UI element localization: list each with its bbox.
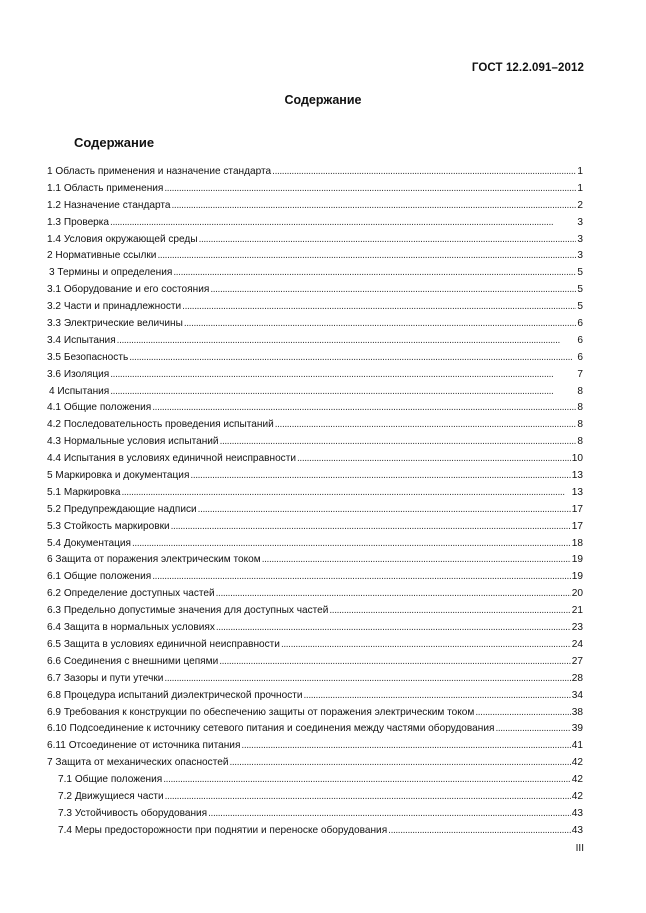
toc-entry-page: 39 — [571, 723, 583, 735]
toc-leader — [272, 164, 576, 181]
toc-entry-page: 19 — [571, 554, 583, 566]
toc-leader — [190, 468, 570, 485]
toc-entry-page: 6 — [577, 351, 583, 363]
toc-entry-page: 13 — [571, 470, 583, 482]
toc-entry-page: 42 — [571, 790, 583, 802]
toc-entry-page: 2 — [577, 199, 583, 211]
toc-leader — [129, 350, 576, 367]
toc-entry[interactable] — [47, 434, 583, 451]
toc-entry-page: 38 — [571, 706, 583, 718]
toc-leader — [262, 552, 571, 569]
toc-leader — [475, 705, 570, 722]
toc-entry-label: 6.5 Защита в условиях единичной неисправности — [47, 638, 280, 650]
toc-entry-page: 10 — [571, 453, 583, 465]
toc-leader — [329, 603, 570, 620]
toc-entry-page: 27 — [571, 655, 583, 667]
toc-entry[interactable] — [47, 738, 583, 755]
toc-leader — [208, 806, 571, 823]
toc-leader — [121, 485, 570, 502]
toc-entry-label: 3 Термины и определения — [49, 267, 173, 279]
toc-entry[interactable] — [47, 654, 583, 671]
toc-entry-page: 3 — [577, 233, 583, 245]
table-of-contents — [47, 164, 583, 840]
toc-leader — [241, 738, 570, 755]
toc-leader — [220, 434, 577, 451]
toc-entry[interactable] — [47, 789, 583, 806]
toc-entry-label: 6.2 Определение доступных частей — [47, 588, 215, 600]
toc-entry-label: 6.3 Предельно допустимые значения для доступных частей — [47, 605, 329, 617]
toc-leader — [184, 316, 577, 333]
toc-leader — [173, 265, 576, 282]
toc-entry[interactable] — [47, 721, 583, 738]
toc-entry-label: 1.2 Назначение стандарта — [47, 199, 171, 211]
toc-leader — [171, 519, 571, 536]
toc-entry-page: 6 — [577, 318, 583, 330]
toc-leader — [210, 282, 576, 299]
toc-entry[interactable] — [47, 637, 583, 654]
toc-leader — [219, 654, 571, 671]
toc-leader — [172, 198, 577, 215]
toc-entry[interactable] — [47, 468, 583, 485]
toc-leader — [216, 620, 571, 637]
page-title: Содержание — [284, 93, 362, 107]
toc-leader — [152, 400, 576, 417]
toc-entry-label: 1.1 Область применения — [47, 182, 164, 194]
toc-entry-label: 4.1 Общие положения — [47, 402, 152, 414]
toc-leader — [281, 637, 571, 654]
toc-leader — [182, 299, 576, 316]
toc-entry-page: 18 — [571, 537, 583, 549]
toc-entry-label: 7.1 Общие положения — [58, 774, 163, 786]
toc-entry-page: 5 — [577, 284, 583, 296]
toc-entry-page: 28 — [571, 672, 583, 684]
toc-leader — [199, 232, 577, 249]
toc-entry[interactable] — [47, 265, 583, 282]
toc-leader — [198, 502, 571, 519]
toc-entry-label: 6.9 Требования к конструкции по обеспечению защиты от поражения электрическим током — [47, 706, 475, 718]
toc-entry-label: 3.6 Изоляция — [47, 368, 110, 380]
toc-entry-label: 2 Нормативные ссылки — [47, 250, 157, 262]
toc-entry-page: 8 — [577, 385, 583, 397]
toc-entry[interactable] — [47, 400, 583, 417]
toc-entry-page: 23 — [571, 622, 583, 634]
toc-entry-label: 3.1 Оборудование и его состояния — [47, 284, 210, 296]
toc-leader — [216, 586, 571, 603]
toc-entry[interactable] — [47, 603, 583, 620]
toc-leader — [495, 721, 570, 738]
toc-entry[interactable] — [47, 316, 583, 333]
document-code: ГОСТ 12.2.091–2012 — [471, 62, 584, 74]
toc-entry[interactable] — [47, 552, 583, 569]
toc-entry-label: 3.2 Части и принадлежности — [47, 301, 182, 313]
toc-entry-label: 6.4 Защита в нормальных условиях — [47, 622, 215, 634]
toc-entry-label: 6.1 Общие положения — [47, 571, 152, 583]
toc-entry-label: 5 Маркировка и документация — [47, 470, 190, 482]
toc-entry[interactable] — [47, 350, 583, 367]
toc-entry-label: 1 Область применения и назначение стандарта — [47, 166, 272, 177]
toc-leader — [275, 417, 577, 434]
toc-entry-label: 5.4 Документация — [47, 537, 131, 549]
toc-entry[interactable] — [47, 367, 583, 384]
toc-entry-label: 6.6 Соединения с внешними цепями — [47, 655, 219, 667]
toc-leader — [152, 569, 571, 586]
toc-entry-label: 6.11 Отсоединение от источника питания — [47, 740, 241, 752]
toc-entry-label: 4.4 Испытания в условиях единичной неисправности — [47, 453, 296, 465]
toc-entry[interactable] — [47, 502, 583, 519]
toc-entry[interactable] — [47, 451, 583, 468]
page-number: III — [575, 843, 584, 854]
toc-leader — [110, 367, 576, 384]
toc-entry-page: 17 — [571, 520, 583, 532]
toc-entry[interactable] — [47, 485, 583, 502]
toc-entry-page: 5 — [577, 301, 583, 313]
toc-entry[interactable] — [47, 181, 583, 198]
toc-entry-label: 4 Испытания — [49, 385, 110, 397]
toc-entry-label: 5.2 Предупреждающие надписи — [47, 503, 197, 515]
toc-entry[interactable] — [47, 299, 583, 316]
toc-entry-label: 7 Защита от механических опасностей — [47, 757, 229, 769]
toc-entry-page: 1 — [577, 182, 583, 194]
toc-entry-label: 7.2 Движущиеся части — [58, 790, 164, 802]
toc-entry-page: 7 — [577, 368, 583, 380]
toc-entry-page: 24 — [571, 638, 583, 650]
toc-entry[interactable] — [47, 417, 583, 434]
toc-entry-label: 5.3 Стойкость маркировки — [47, 520, 170, 532]
toc-entry-page: 42 — [571, 774, 583, 786]
toc-entry[interactable] — [47, 384, 583, 401]
toc-leader — [110, 384, 576, 401]
toc-entry-label: 3.3 Электрические величины — [47, 318, 183, 330]
toc-leader — [304, 688, 571, 705]
toc-entry[interactable] — [47, 569, 583, 586]
toc-entry-label: 6.8 Процедура испытаний диэлектрической прочности — [47, 689, 303, 701]
toc-entry-label: 1.3 Проверка — [47, 216, 110, 228]
toc-entry-label: 3.4 Испытания — [47, 334, 116, 346]
toc-entry-label: 6.7 Зазоры и пути утечки — [47, 672, 164, 684]
toc-entry[interactable] — [47, 232, 583, 249]
toc-entry-page: 41 — [571, 740, 583, 752]
toc-entry-label: 1.4 Условия окружающей среды — [47, 233, 198, 245]
toc-leader — [132, 536, 571, 553]
toc-entry-page: 6 — [577, 334, 583, 346]
toc-leader — [229, 755, 570, 772]
toc-entry-page: 1 — [577, 166, 583, 177]
toc-entry-page: 5 — [577, 267, 583, 279]
section-heading: Содержание — [74, 135, 155, 150]
toc-entry[interactable] — [47, 536, 583, 553]
toc-entry-page: 17 — [571, 503, 583, 515]
toc-entry[interactable] — [47, 671, 583, 688]
toc-entry[interactable] — [47, 688, 583, 705]
toc-entry[interactable] — [47, 164, 583, 181]
toc-entry-label: 4.2 Последовательность проведения испытаний — [47, 419, 274, 431]
toc-entry-page: 34 — [571, 689, 583, 701]
toc-entry-page: 8 — [577, 436, 583, 448]
toc-entry-page: 3 — [577, 216, 583, 228]
toc-entry[interactable] — [47, 772, 583, 789]
toc-entry[interactable] — [47, 823, 583, 840]
toc-entry[interactable] — [47, 215, 583, 232]
toc-entry-page: 43 — [571, 807, 583, 819]
toc-entry-label: 7.4 Меры предосторожности при поднятии и переноске оборудования — [58, 824, 388, 836]
toc-entry[interactable] — [47, 519, 583, 536]
toc-entry-page: 43 — [571, 824, 583, 836]
toc-entry-page: 19 — [571, 571, 583, 583]
toc-entry[interactable] — [47, 705, 583, 722]
toc-entry-label: 6 Защита от поражения электрическим током — [47, 554, 261, 566]
toc-leader — [297, 451, 571, 468]
toc-entry-page: 21 — [571, 605, 583, 617]
toc-leader — [388, 823, 571, 840]
toc-leader — [165, 789, 571, 806]
toc-entry[interactable] — [47, 248, 583, 265]
toc-leader — [157, 248, 576, 265]
toc-entry-label: 7.3 Устойчивость оборудования — [58, 807, 208, 819]
toc-leader — [110, 215, 576, 232]
toc-entry-label: 6.10 Подсоединение к источнику сетевого питания и соединения между частями оборудования — [47, 723, 495, 735]
toc-entry[interactable] — [47, 333, 583, 350]
toc-entry-label: 4.3 Нормальные условия испытаний — [47, 436, 219, 448]
toc-leader — [163, 772, 571, 789]
toc-entry-page: 13 — [571, 486, 583, 498]
toc-entry-page: 3 — [577, 250, 583, 262]
toc-entry-page: 42 — [571, 757, 583, 769]
toc-entry-page: 8 — [577, 419, 583, 431]
toc-entry[interactable] — [47, 806, 583, 823]
toc-entry-label: 3.5 Безопасность — [47, 351, 129, 363]
toc-entry-page: 8 — [577, 402, 583, 414]
toc-entry[interactable] — [47, 282, 583, 299]
toc-entry[interactable] — [47, 620, 583, 637]
toc-entry[interactable] — [47, 755, 583, 772]
toc-leader — [164, 671, 570, 688]
toc-entry-label: 5.1 Маркировка — [47, 486, 121, 498]
toc-entry[interactable] — [47, 198, 583, 215]
toc-entry[interactable] — [47, 586, 583, 603]
toc-leader — [117, 333, 577, 350]
toc-leader — [164, 181, 576, 198]
toc-entry-page: 20 — [571, 588, 583, 600]
